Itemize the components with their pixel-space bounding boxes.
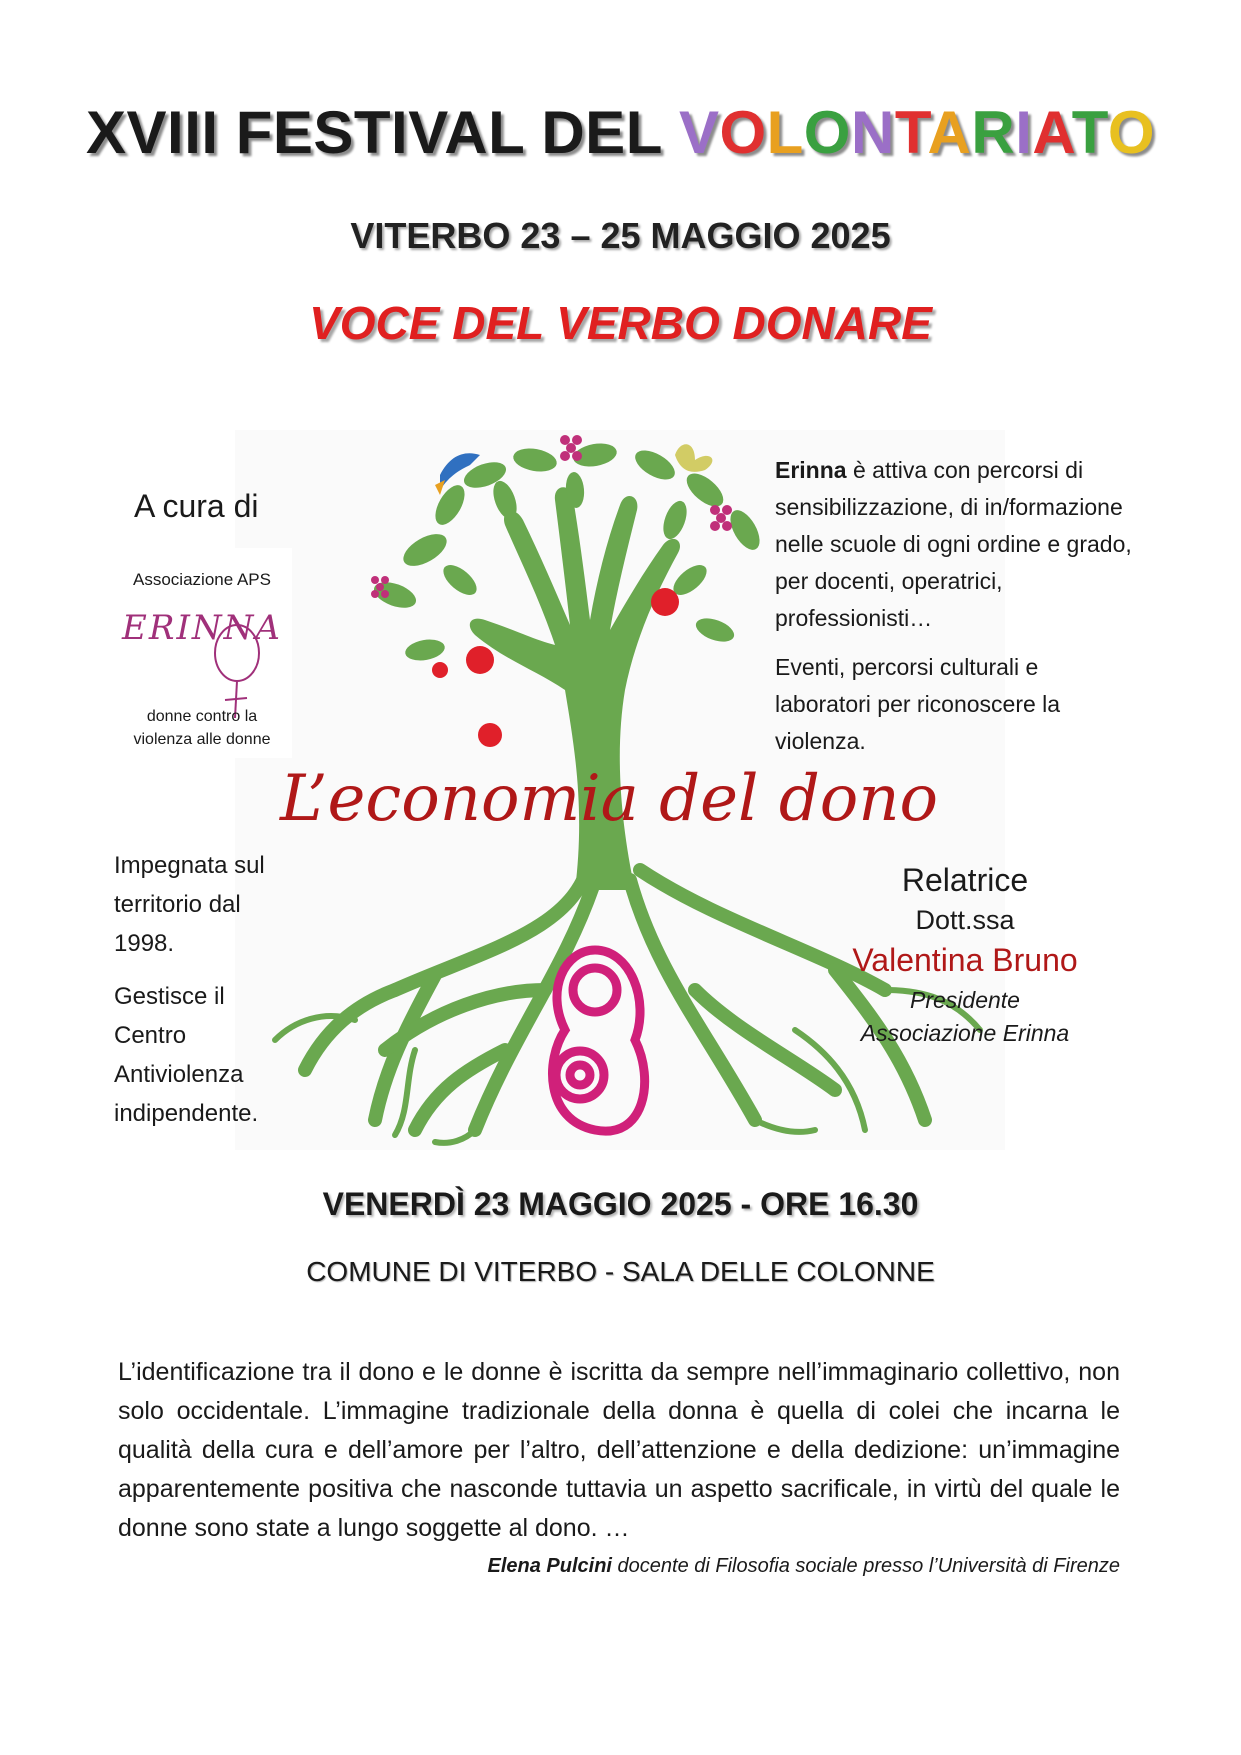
festival-dates: VITERBO 23 – 25 MAGGIO 2025 [350, 215, 891, 256]
info-since: Impegnata sul territorio dal 1998. [114, 852, 265, 957]
erinna-desc-1-text: è attiva con percorsi di sensibilizzazione, di in/formazione nelle scuole di ogni ordine e grado, per docenti, operatrici, professionisti… [775, 457, 1132, 631]
festival-motto: VOCE DEL VERBO DONARE [309, 297, 932, 349]
title-letter: A [927, 99, 972, 166]
logo-association: Associazione APS [133, 570, 271, 589]
erinna-name: Erinna [775, 457, 847, 483]
logo-tagline-1: donne contro la [146, 708, 258, 725]
speaker-block [830, 862, 1100, 1047]
title-letter: A [1032, 99, 1072, 166]
erinna-description [775, 452, 1135, 772]
title-letter: N [850, 99, 895, 166]
event-title: L’economia del dono [280, 762, 939, 836]
erinna-desc-1 [775, 452, 1135, 637]
curated-by-label: A cura di [134, 488, 259, 524]
logo-name: ERINNA [122, 608, 282, 648]
quote-text: L’identificazione tra il dono e le donne è iscritta da sempre nell’immaginario collettivo, non solo occidentale. L’immagine tradizionale della donna è quella di colei che incarna le qualità della cura e dell’amore per l’altro, dell’attenzione e della dedizione: un’immagine apparentemente positiva che nasconde tuttavia un aspetto sacrificale, in virtù del quale le donne sono state a lungo soggette al dono. … [118, 1358, 1120, 1542]
title-letter: O [1107, 99, 1156, 166]
festival-title [0, 98, 1241, 167]
quote-author-desc: docente di Filosofia sociale presso l’Università di Firenze [611, 1555, 1120, 1577]
erinna-desc-2: Eventi, percorsi culturali e laboratori per riconoscere la violenza. [775, 654, 1061, 754]
quote-attribution [488, 1555, 1121, 1578]
title-letter: O [719, 99, 767, 166]
title-colored-word [679, 99, 1155, 166]
title-letter: I [1015, 99, 1033, 166]
title-letter: V [678, 99, 720, 166]
speaker-role-1: Presidente [910, 987, 1020, 1013]
title-letter: O [803, 99, 851, 166]
title-letter: L [766, 99, 804, 166]
speaker-name: Valentina Bruno [852, 942, 1078, 978]
info-center: Gestisce il Centro Antiviolenza indipendente. [114, 983, 259, 1127]
title-part1: XVIII FESTIVAL DEL [85, 99, 679, 166]
event-datetime: VENERDÌ 23 MAGGIO 2025 - ORE 16.30 [322, 1186, 919, 1222]
title-letter: R [971, 99, 1016, 166]
title-letter: T [1071, 99, 1108, 166]
speaker-label: Relatrice [901, 862, 1029, 898]
erinna-logo [112, 548, 292, 758]
event-location: COMUNE DI VITERBO - SALA DELLE COLONNE [306, 1256, 935, 1287]
speaker-role-2: Associazione Erinna [860, 1020, 1070, 1046]
logo-tagline-2: violenza alle donne [133, 731, 271, 748]
title-letter: T [894, 99, 928, 166]
quote-author: Elena Pulcini [487, 1555, 612, 1577]
speaker-title: Dott.ssa [915, 905, 1015, 935]
association-info [114, 846, 294, 1147]
